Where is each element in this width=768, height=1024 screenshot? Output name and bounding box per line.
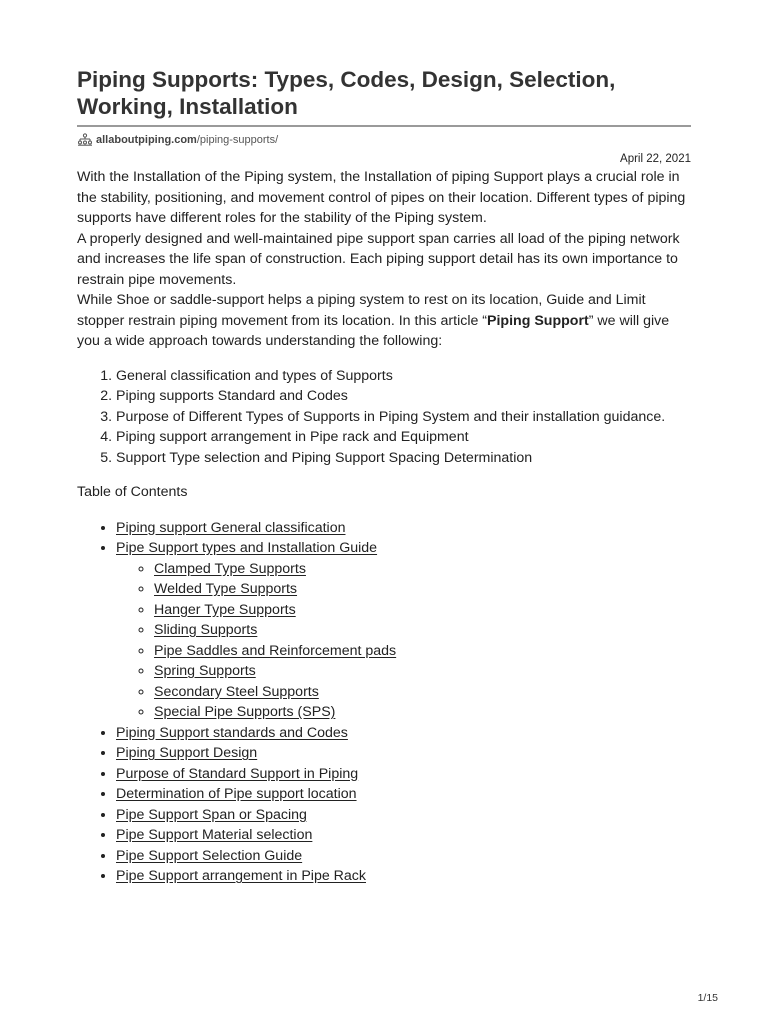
site-logo-icon	[77, 133, 93, 146]
toc-sublist	[116, 559, 691, 723]
intro-paragraph-3	[77, 290, 691, 352]
toc-link[interactable]: Special Pipe Supports (SPS)	[154, 704, 336, 720]
document-page	[77, 66, 691, 887]
toc-link[interactable]: Pipe Support Selection Guide	[116, 847, 303, 864]
toc-link[interactable]: Pipe Saddles and Reinforcement pads	[154, 642, 397, 659]
source-domain[interactable]: allaboutpiping.com	[96, 133, 197, 146]
toc-subitem	[154, 600, 691, 621]
toc-item	[116, 805, 691, 826]
toc-item	[116, 538, 691, 723]
toc-subitem	[154, 702, 691, 723]
source-path[interactable]: /piping-supports/	[196, 133, 279, 146]
toc-link[interactable]: Determination of Pipe support location	[116, 786, 357, 802]
toc-item	[116, 846, 691, 867]
toc-item	[116, 784, 691, 805]
list-item: 4. Piping support arrangement in Pipe rack and Equipment	[116, 427, 691, 448]
toc-link[interactable]: Piping Support standards and Codes	[116, 724, 348, 741]
article-name-bold: Piping Support	[487, 312, 589, 329]
toc-subitem	[154, 559, 691, 580]
toc-subitem	[154, 641, 691, 662]
toc-link[interactable]: Hanger Type Supports	[154, 601, 296, 618]
toc-item	[116, 518, 691, 539]
list-item: 1. General classification and types of Supports	[116, 366, 691, 387]
toc-link[interactable]: Sliding Supports	[154, 622, 258, 638]
source-line	[77, 132, 691, 147]
toc-link[interactable]: Spring Supports	[154, 663, 256, 679]
toc-link[interactable]: Pipe Support arrangement in Pipe Rack	[116, 868, 366, 884]
list-item: 2. Piping supports Standard and Codes	[116, 386, 691, 407]
publish-date: April 22, 2021	[620, 153, 691, 165]
toc-link[interactable]: Pipe Support Material selection	[116, 827, 313, 843]
toc-item	[116, 743, 691, 764]
table-of-contents	[77, 518, 691, 887]
toc-subitem	[154, 682, 691, 703]
toc-item	[116, 825, 691, 846]
toc-link[interactable]: Piping Support Design	[116, 745, 258, 761]
toc-heading: Table of Contents	[77, 484, 188, 500]
page-title: Piping Supports: Types, Codes, Design, Selection, Working, Installation	[77, 67, 616, 119]
intro-paragraph-1: With the Installation of the Piping system, the Installation of piping Support plays a crucial role in the stability, positioning, and movement control of pipes on their location. Different types of piping supports have different roles for the stability of the Piping system.	[77, 169, 686, 226]
toc-item	[116, 764, 691, 785]
toc-item	[116, 866, 691, 887]
toc-link[interactable]: Welded Type Supports	[154, 581, 298, 597]
list-item: 3. Purpose of Different Types of Supports in Piping System and their installation guidance.	[116, 407, 691, 428]
page-number: 1/15	[697, 992, 718, 1004]
toc-subitem	[154, 620, 691, 641]
para3-text-after: ” we will give you a wide approach towards understanding the following:	[77, 312, 670, 349]
toc-subitem	[154, 661, 691, 682]
topics-list	[77, 366, 691, 469]
toc-link[interactable]: Pipe Support Span or Spacing	[116, 806, 307, 823]
toc-link[interactable]: Piping support General classification	[116, 519, 346, 536]
toc-subitem	[154, 579, 691, 600]
toc-link[interactable]: Clamped Type Supports	[154, 560, 306, 577]
toc-item	[116, 723, 691, 744]
toc-link[interactable]: Purpose of Standard Support in Piping	[116, 765, 359, 782]
toc-link[interactable]: Secondary Steel Supports	[154, 683, 319, 700]
toc-link[interactable]: Pipe Support types and Installation Guide	[116, 540, 378, 556]
para3-text-before: While Shoe or saddle-support helps a piping system to rest on its location, Guide and Limit stopper restrain piping movement from its location. In this article “	[77, 292, 646, 329]
list-item: 5. Support Type selection and Piping Support Spacing Determination	[116, 448, 691, 469]
intro-paragraph-2: A properly designed and well-maintained pipe support span carries all load of the piping network and increases the life span of construction. Each piping support detail has its own importance to restrain pipe movements.	[77, 230, 680, 288]
title-divider	[77, 125, 691, 127]
